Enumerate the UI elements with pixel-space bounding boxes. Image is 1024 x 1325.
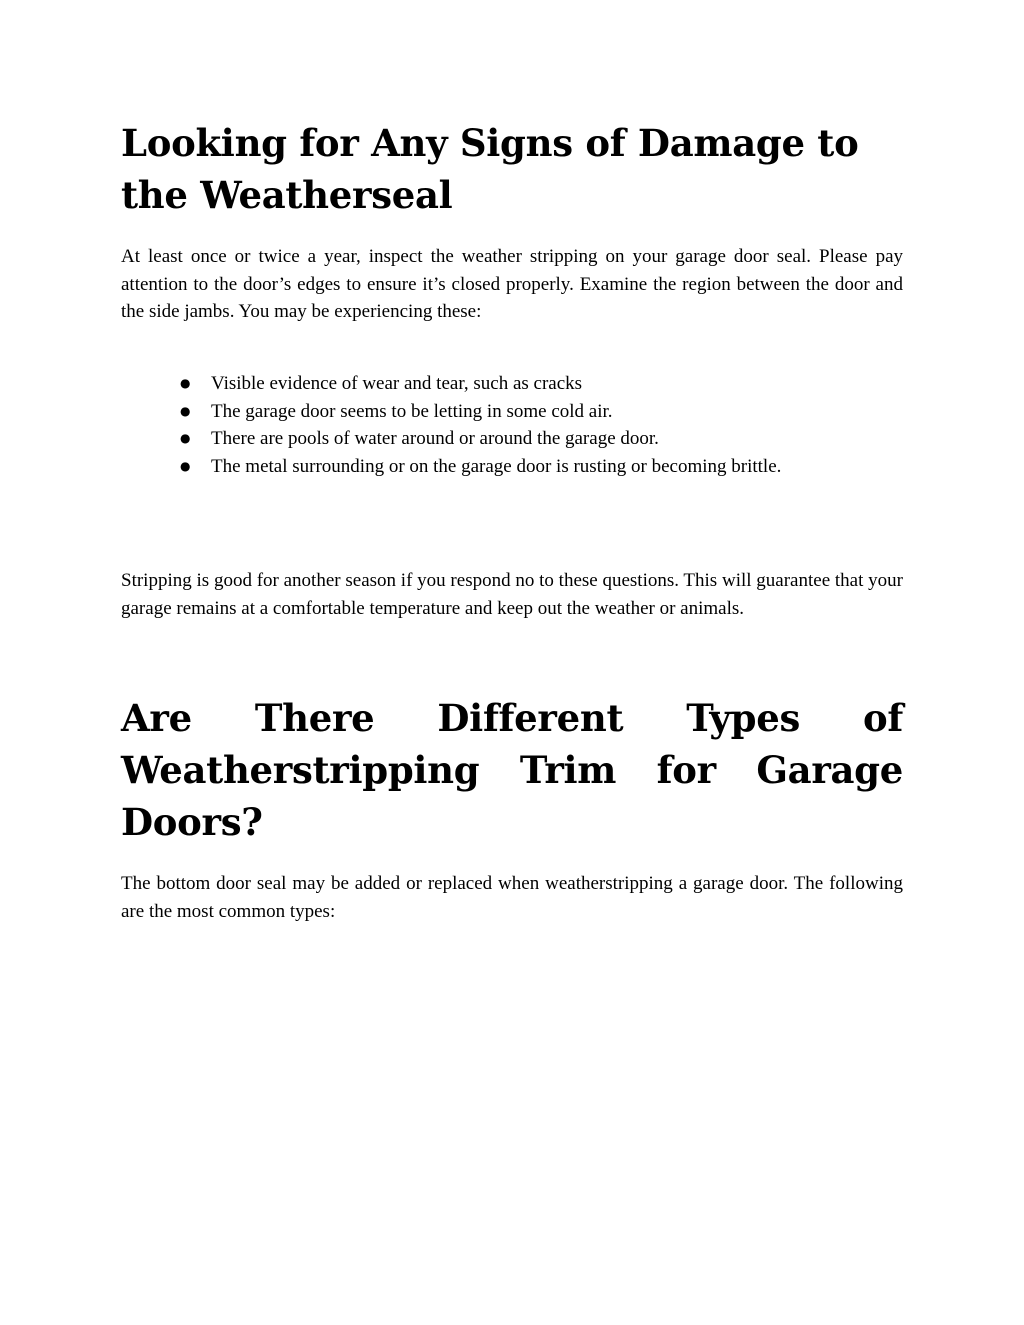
conclusion-paragraph: Stripping is good for another season if you respond no to these questions. This will guarantee that your garage remains at a comfortable temperature and keep out the weather or animals. bbox=[121, 570, 903, 619]
list-item-text: There are pools of water around or around the garage door. bbox=[211, 428, 659, 449]
inspection-paragraph: At least once or twice a year, inspect the weather stripping on your garage door seal. Please pay attention to the door’s edges to ensure it’s closed properly. Examine the region between the door and the side jambs. You may be experiencing these: bbox=[121, 246, 903, 322]
heading-line: Are There Different Types of bbox=[121, 696, 903, 740]
list-item bbox=[180, 425, 900, 453]
list-item bbox=[180, 370, 900, 398]
bullet-icon: ● bbox=[180, 458, 191, 473]
section-heading-types bbox=[121, 692, 903, 848]
list-item bbox=[180, 453, 900, 481]
bullet-icon: ● bbox=[180, 403, 191, 418]
types-intro-paragraph: The bottom door seal may be added or replaced when weatherstripping a garage door. The following are the most common types: bbox=[121, 873, 903, 922]
section-heading-damage: Looking for Any Signs of Damage to the Weatherseal bbox=[121, 121, 859, 217]
damage-signs-list bbox=[180, 370, 900, 480]
bullet-icon: ● bbox=[180, 376, 191, 390]
heading-line: Weatherstripping Trim for Garage bbox=[121, 748, 903, 792]
list-item-text: The garage door seems to be letting in some cold air. bbox=[211, 400, 613, 422]
list-item-text: Visible evidence of wear and tear, such as cracks bbox=[211, 373, 583, 394]
bullet-icon: ● bbox=[180, 431, 191, 445]
list-item-text: The metal surrounding or on the garage door is rusting or becoming brittle. bbox=[211, 455, 782, 477]
heading-line: Doors? bbox=[121, 800, 263, 844]
list-item bbox=[180, 398, 900, 426]
